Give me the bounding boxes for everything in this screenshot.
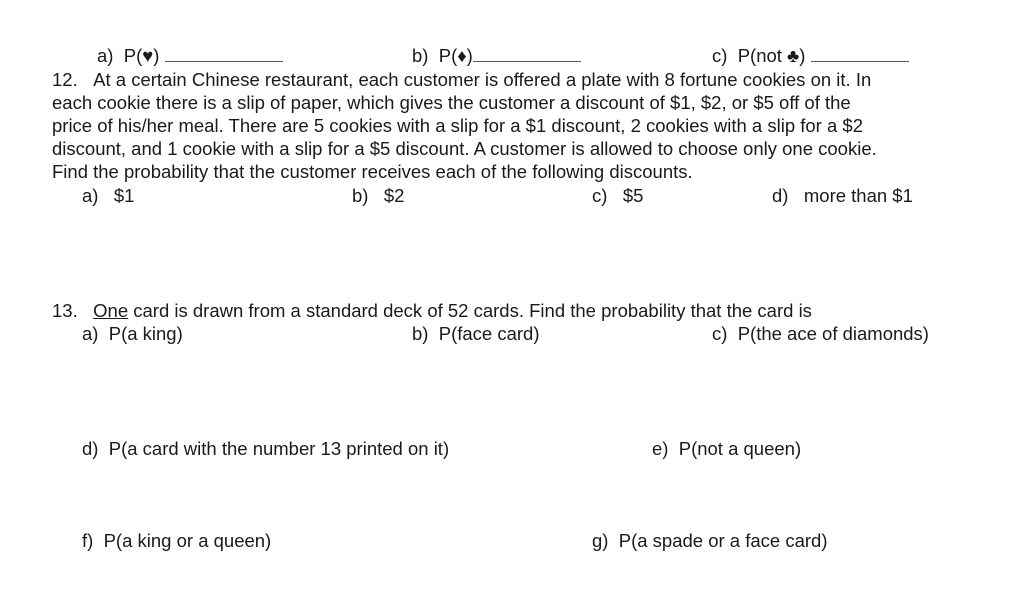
part-letter: d) [772,185,789,206]
emphasized-word: One [93,300,129,321]
part-letter: g) [592,530,609,551]
q12-part-c [592,184,643,207]
part-text: $5 [622,185,644,206]
q13-part-g [592,529,827,552]
part-text: P(the ace of diamonds) [737,323,929,344]
q12-part-b [352,184,404,207]
part-letter: a) [82,185,99,206]
part-letter: c) [712,45,728,66]
question-12-line-3: price of his/her meal. There are 5 cookies with a slip for a $1 discount, 2 cookies with a slip for a $2 [52,115,863,136]
part-text: P(not a queen) [678,438,802,459]
q12-part-d [772,184,913,207]
q13-part-e [652,437,801,460]
q13-part-b [412,322,540,345]
answer-blank[interactable] [473,45,581,62]
q13-part-c [712,322,929,345]
part-text: P(a king or a queen) [103,530,272,551]
question-number: 12. [52,69,78,90]
q13-part-f [82,529,271,552]
part-letter: c) [712,323,728,344]
part-letter: a) [82,323,99,344]
prior-part-b [412,44,581,67]
part-letter: e) [652,438,669,459]
answer-blank[interactable] [811,45,909,62]
part-text: P(face card) [438,323,540,344]
prior-part-a [97,44,283,67]
part-text: P(a card with the number 13 printed on it) [108,438,450,459]
part-letter: b) [352,185,369,206]
part-text: more than $1 [803,185,913,206]
answer-blank[interactable] [165,45,283,62]
question-12-line-4: discount, and 1 cookie with a slip for a $5 discount. A customer is allowed to choose only one cookie. [52,138,877,159]
heart-icon: P(♥) [123,45,160,66]
part-text: P(a spade or a face card) [618,530,828,551]
q13-part-a [82,322,183,345]
question-12-line-5: Find the probability that the customer receives each of the following discounts. [52,161,693,182]
part-text: P(a king) [108,323,183,344]
part-letter: a) [97,45,114,66]
question-12-line-1: 12. At a certain Chinese restaurant, each customer is offered a plate with 8 fortune cookies on it. In [52,69,872,90]
prompt-text: card is drawn from a standard deck of 52 cards. Find the probability that the card is [128,300,812,321]
club-icon: P(not ♣) [737,45,806,66]
part-letter: f) [82,530,94,551]
part-text: $1 [113,185,135,206]
question-number: 13. [52,300,78,321]
question-12-line-2: each cookie there is a slip of paper, which gives the customer a discount of $1, $2, or $5 off of the [52,92,851,113]
part-letter: b) [412,45,429,66]
diamond-icon: P(♦) [438,45,473,66]
part-letter: c) [592,185,608,206]
question-13-prompt [52,299,812,322]
prior-part-c [712,44,909,67]
q13-part-d [82,437,449,460]
part-letter: d) [82,438,99,459]
part-text: $2 [383,185,405,206]
part-letter: b) [412,323,429,344]
q12-part-a [82,184,134,207]
question-12-text [52,68,962,183]
